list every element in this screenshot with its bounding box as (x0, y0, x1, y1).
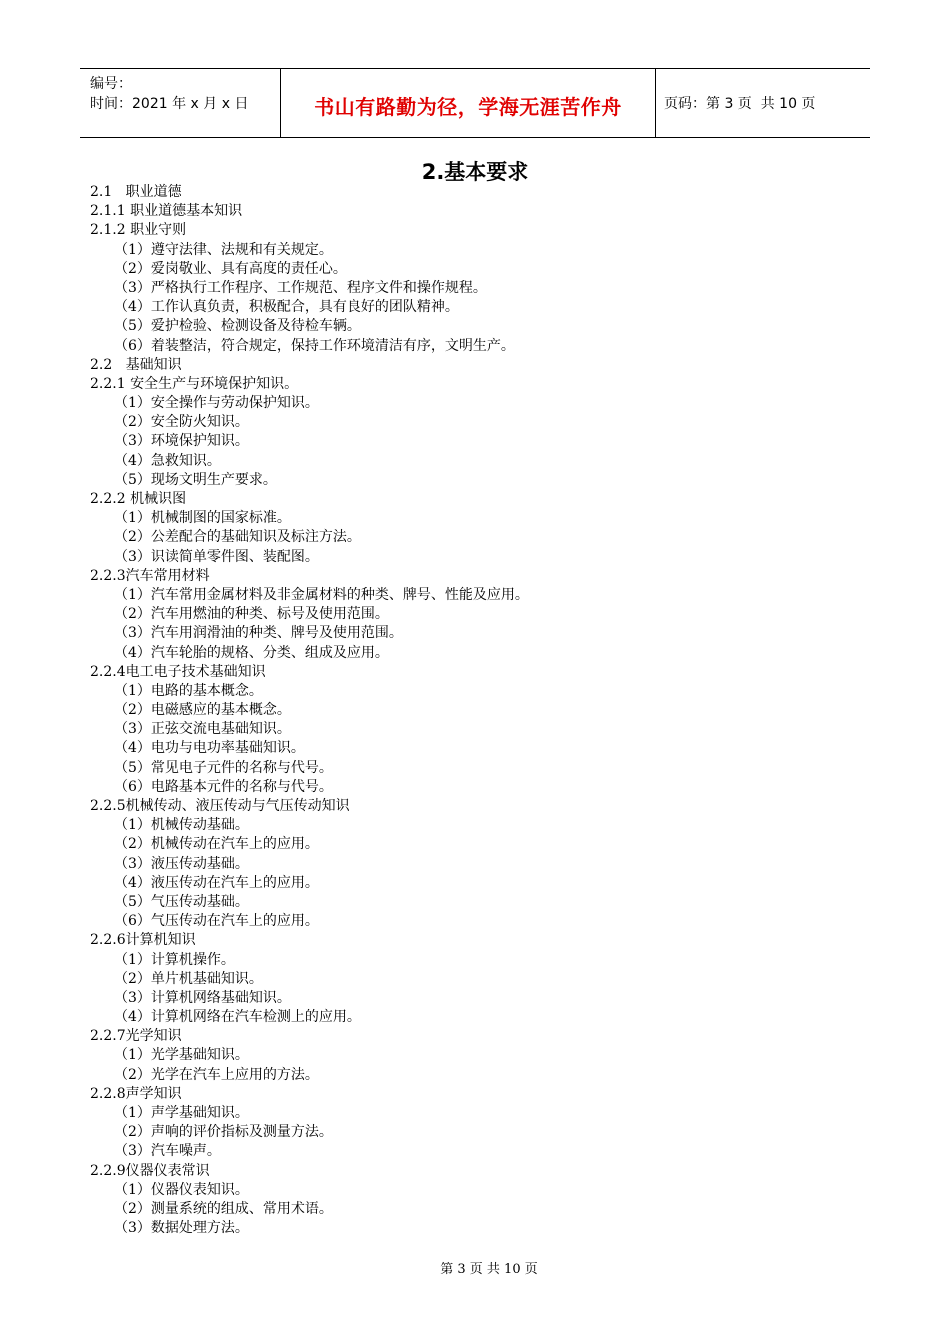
list-item: （4）急救知识。 (114, 452, 221, 469)
section-heading: 2.2.2 机械识图 (90, 491, 187, 507)
list-item: （2）电磁感应的基本概念。 (114, 702, 291, 719)
list-item: （6）着装整洁，符合规定，保持工作环境清洁有序，文明生产。 (114, 337, 515, 354)
list-item: （3）汽车用润滑油的种类、牌号及使用范围。 (114, 625, 403, 642)
section-heading: 2.2 基础知识 (90, 356, 182, 373)
section-heading: 2.2.9仪器仪表常识 (90, 1162, 210, 1179)
section-heading: 2.1.2 职业守则 (90, 222, 187, 239)
document-time-label: 时间：2021 年 x 月 x 日 (90, 96, 249, 112)
list-item: （3）汽车噪声。 (114, 1143, 221, 1160)
list-item: （3）正弦交流电基础知识。 (114, 721, 291, 738)
motto-text: 书山有路勤为径，学海无涯苦作舟 (314, 95, 622, 119)
list-item: （2）公差配合的基础知识及标注方法。 (114, 529, 361, 546)
header-page-number: 页码：第 3 页 共 10 页 (664, 96, 816, 112)
header-info-cell (80, 69, 280, 137)
document-number-label: 编号： (90, 76, 132, 92)
list-item: （2）光学在汽车上应用的方法。 (114, 1066, 319, 1083)
list-item: （1）仪器仪表知识。 (114, 1181, 249, 1198)
list-item: （4）液压传动在汽车上的应用。 (114, 874, 319, 891)
list-item: （4）电功与电功率基础知识。 (114, 740, 305, 757)
section-heading: 2.1.1 职业道德基本知识 (90, 203, 243, 220)
list-item: （2）安全防火知识。 (114, 414, 249, 431)
list-item: （1）遵守法律、法规和有关规定。 (114, 241, 333, 258)
list-item: （4）工作认真负责，积极配合，具有良好的团队精神。 (114, 299, 459, 316)
list-item: （5）气压传动基础。 (114, 893, 249, 910)
list-item: （1）汽车常用金属材料及非金属材料的种类、牌号、性能及应用。 (114, 586, 529, 603)
list-item: （1）安全操作与劳动保护知识。 (114, 395, 319, 412)
list-item: （2）测量系统的组成、常用术语。 (114, 1200, 333, 1217)
section-heading: 2.2.8声学知识 (90, 1085, 182, 1102)
list-item: （3）数据处理方法。 (114, 1220, 249, 1237)
list-item: （2）声响的评价指标及测量方法。 (114, 1124, 333, 1141)
list-item: （1）计算机操作。 (114, 951, 235, 968)
list-item: （1）电路的基本概念。 (114, 682, 263, 699)
list-item: （2）机械传动在汽车上的应用。 (114, 836, 319, 853)
list-item: （5）现场文明生产要求。 (114, 471, 277, 488)
section-heading: 2.2.6计算机知识 (90, 932, 196, 949)
list-item: （6）电路基本元件的名称与代号。 (114, 778, 333, 795)
list-item: （1）声学基础知识。 (114, 1105, 249, 1121)
list-item: （2）爱岗敬业、具有高度的责任心。 (114, 260, 347, 277)
list-item: （1）机械传动基础。 (114, 817, 249, 834)
list-item: （2）汽车用燃油的种类、标号及使用范围。 (114, 606, 389, 623)
section-heading: 2.2.7光学知识 (90, 1028, 182, 1045)
list-item: （3）环境保护知识。 (114, 433, 249, 450)
list-item: （4）汽车轮胎的规格、分类、组成及应用。 (114, 644, 389, 661)
section-heading: 2.2.4电工电子技术基础知识 (90, 663, 266, 680)
page-header (80, 68, 870, 138)
list-item: （2）单片机基础知识。 (114, 970, 263, 987)
list-item: （1）光学基础知识。 (114, 1047, 249, 1064)
list-item: （1）机械制图的国家标准。 (114, 510, 291, 527)
section-content (90, 183, 850, 1238)
header-page-cell (655, 69, 870, 137)
list-item: （3）识读简单零件图、装配图。 (114, 548, 319, 565)
header-motto-cell (280, 69, 656, 137)
list-item: （6）气压传动在汽车上的应用。 (114, 913, 319, 930)
list-item: （5）常见电子元件的名称与代号。 (114, 759, 333, 776)
section-heading: 2.2.5机械传动、液压传动与气压传动知识 (90, 798, 350, 814)
page-footer: 第 3 页 共 10 页 (440, 1262, 538, 1277)
section-heading: 2.2.3汽车常用材料 (90, 567, 210, 584)
list-item: （3）计算机网络基础知识。 (114, 989, 291, 1006)
section-title: 2.基本要求 (421, 160, 529, 184)
list-item: （3）液压传动基础。 (114, 855, 249, 872)
section-heading: 2.1 职业道德 (90, 184, 182, 200)
list-item: （4）计算机网络在汽车检测上的应用。 (114, 1009, 361, 1026)
section-heading: 2.2.1 安全生产与环境保护知识。 (90, 375, 299, 392)
list-item: （3）严格执行工作程序、工作规范、程序文件和操作规程。 (114, 279, 487, 296)
list-item: （5）爱护检验、检测设备及待检车辆。 (114, 318, 361, 335)
